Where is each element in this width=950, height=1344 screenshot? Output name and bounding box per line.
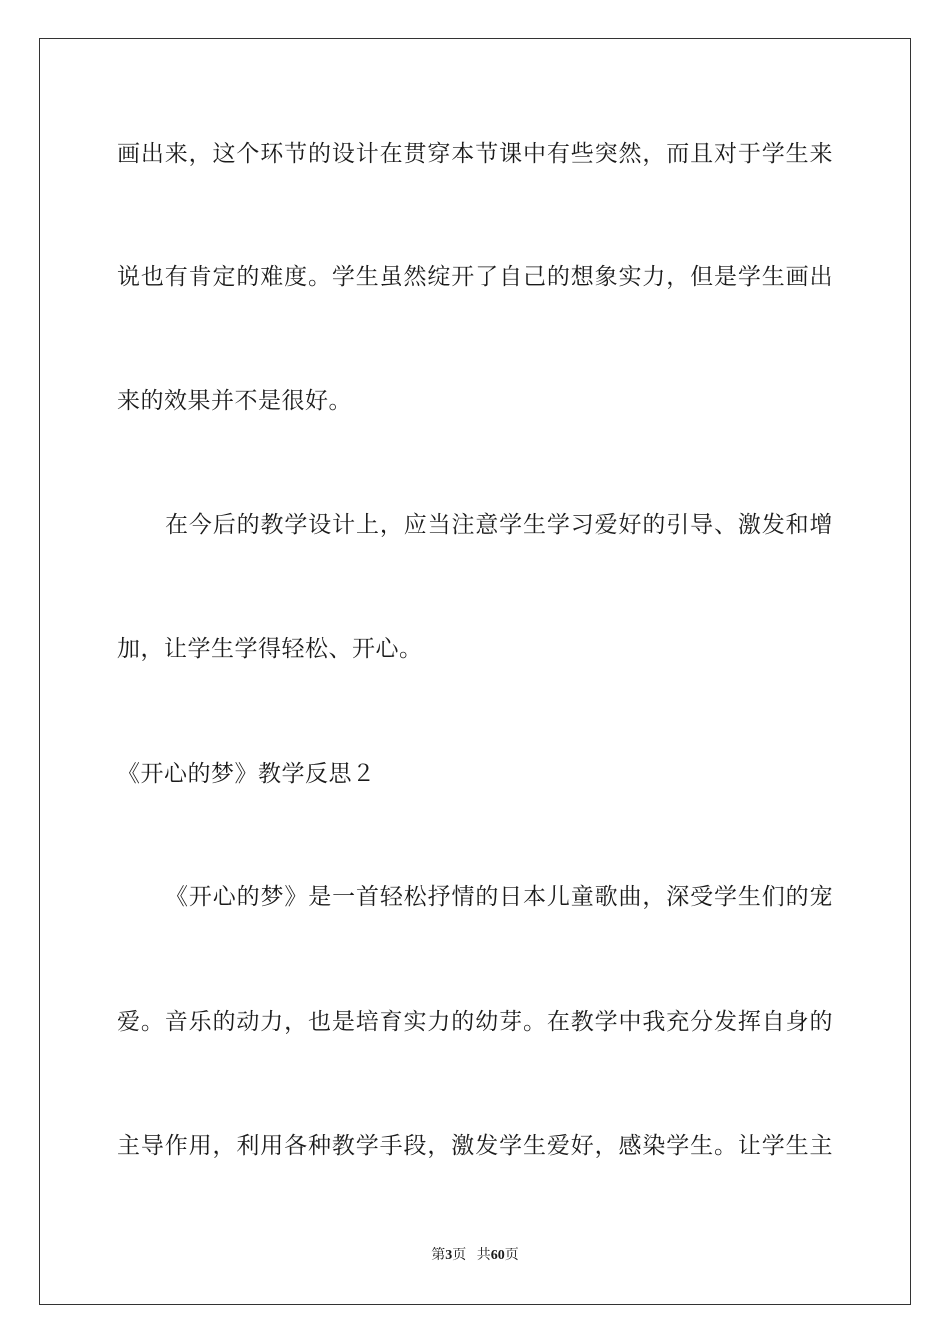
body-line-5: 加，让学生学得轻松、开心。 <box>117 636 423 662</box>
footer-total-prefix: 共 <box>476 1248 491 1263</box>
footer-total-suffix: 页 <box>504 1248 519 1263</box>
page-border <box>39 38 911 1305</box>
body-line-7: 爱。音乐的动力，也是培育实力的幼芽。在教学中我充分发挥自身的 <box>117 1009 833 1035</box>
body-line-6: 《开心的梦》是一首轻松抒情的日本儿童歌曲，深受学生们的宠 <box>165 884 833 910</box>
footer-page-prefix: 第 <box>431 1248 446 1263</box>
page-footer <box>0 1247 950 1265</box>
body-line-8: 主导作用，利用各种教学手段，激发学生爱好，感染学生。让学生主 <box>117 1133 833 1159</box>
footer-page-suffix: 页 <box>452 1248 467 1263</box>
body-line-1: 画出来，这个环节的设计在贯穿本节课中有些突然，而且对于学生来 <box>117 141 833 167</box>
footer-total-number: 60 <box>490 1248 505 1263</box>
body-line-4: 在今后的教学设计上，应当注意学生学习爱好的引导、激发和增 <box>165 512 833 538</box>
body-line-3: 来的效果并不是很好。 <box>117 388 352 414</box>
body-line-2: 说也有肯定的难度。学生虽然绽开了自己的想象实力，但是学生画出 <box>117 264 833 290</box>
section-heading: 《开心的梦》教学反思２ <box>117 761 376 787</box>
footer-page-number: 3 <box>445 1248 453 1263</box>
